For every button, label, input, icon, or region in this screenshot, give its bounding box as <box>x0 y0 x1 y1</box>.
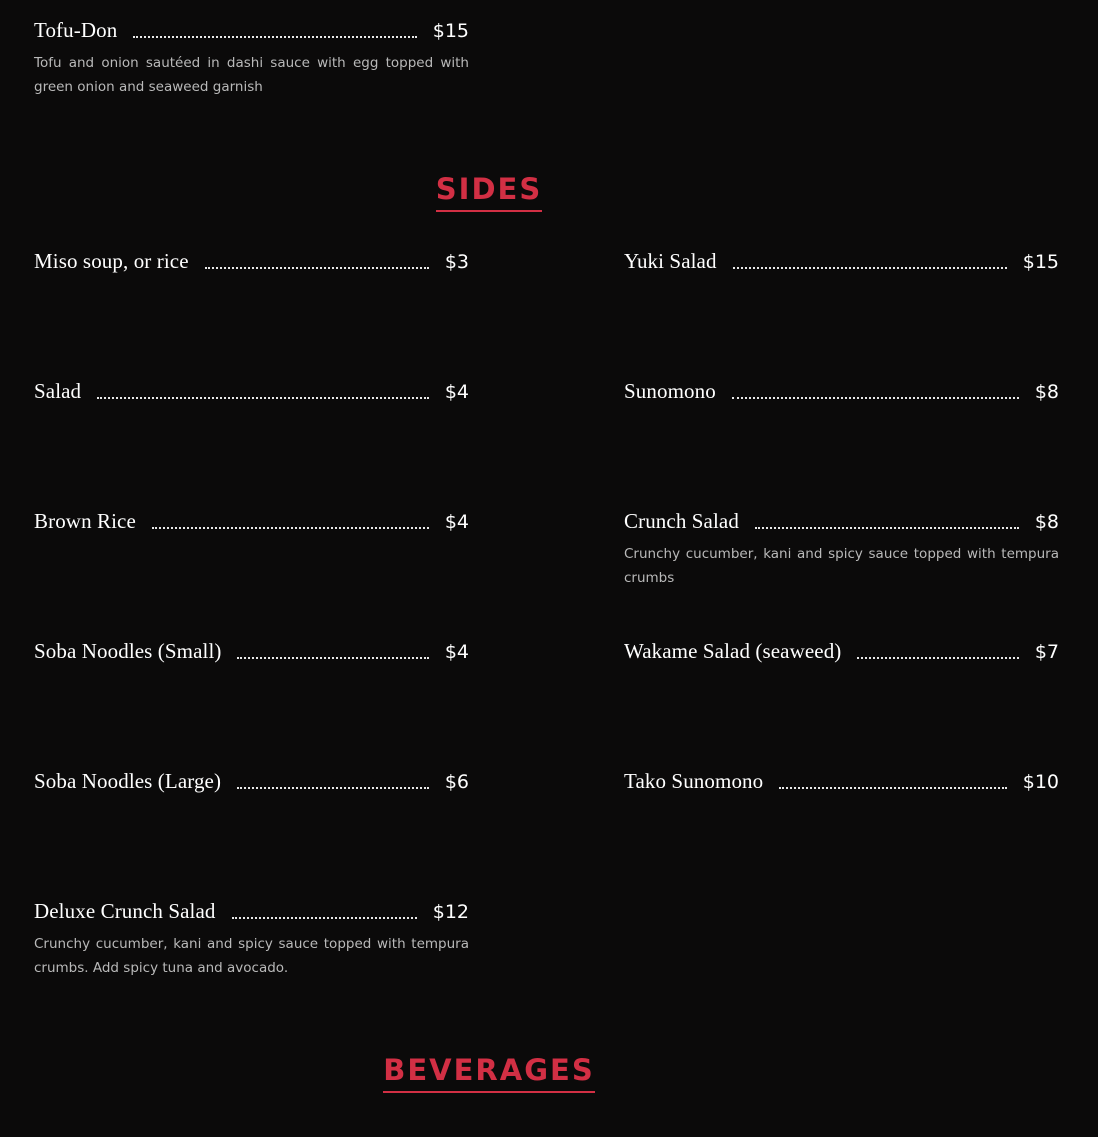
menu-item-price: $12 <box>432 901 469 923</box>
menu-item-row <box>34 899 469 927</box>
menu-item-name: Deluxe Crunch Salad <box>34 899 216 923</box>
menu-item-row <box>34 379 469 407</box>
menu-item-name: Tofu-Don <box>34 18 118 42</box>
dotted-leader <box>857 657 1018 659</box>
menu-item-row <box>624 249 1059 277</box>
dotted-leader <box>205 267 429 269</box>
menu-item-name: Crunch Salad <box>624 509 739 533</box>
menu-item-soba-large <box>34 769 469 797</box>
menu-item-price: $15 <box>432 20 469 42</box>
menu-item-price: $4 <box>444 381 469 403</box>
menu-item-row <box>624 769 1059 797</box>
dotted-leader <box>152 527 429 529</box>
menu-item-deluxe-crunch-salad <box>34 899 469 980</box>
menu-item-name: Soba Noodles (Small) <box>34 639 222 663</box>
menu-item-description: Crunchy cucumber, kani and spicy sauce topped with tempura crumbs. Add spicy tuna and avocado. <box>34 936 469 976</box>
menu-item-crunch-salad <box>624 509 1059 590</box>
dotted-leader <box>733 267 1007 269</box>
dotted-leader <box>232 917 417 919</box>
menu-item-price: $7 <box>1034 641 1059 663</box>
menu-item-price: $10 <box>1022 771 1059 793</box>
menu-item-name: Miso soup, or rice <box>34 249 189 273</box>
menu-item-price: $6 <box>444 771 469 793</box>
dotted-leader <box>732 397 1019 399</box>
menu-item-wakame-salad <box>624 639 1059 667</box>
dotted-leader <box>755 527 1019 529</box>
menu-item-name: Brown Rice <box>34 509 136 533</box>
menu-item-salad <box>34 379 469 407</box>
menu-item-price: $4 <box>444 641 469 663</box>
dotted-leader <box>779 787 1006 789</box>
menu-item-price: $15 <box>1022 251 1059 273</box>
menu-item-price: $3 <box>444 251 469 273</box>
section-title: SIDES <box>436 172 542 212</box>
menu-item-row <box>624 639 1059 667</box>
dotted-leader <box>237 787 429 789</box>
menu-item-description: Crunchy cucumber, kani and spicy sauce topped with tempura crumbs <box>624 546 1059 586</box>
menu-item-tofu-don <box>34 18 469 99</box>
menu-item-description: Tofu and onion sautéed in dashi sauce with egg topped with green onion and seaweed garnish <box>34 55 469 95</box>
menu-item-name: Tako Sunomono <box>624 769 764 793</box>
menu-item-row <box>34 18 469 46</box>
menu-item-row <box>624 509 1059 537</box>
section-heading-beverages <box>0 1053 978 1093</box>
menu-item-name: Sunomono <box>624 379 716 403</box>
menu-item-row <box>34 509 469 537</box>
menu-item-name: Salad <box>34 379 82 403</box>
menu-item-row <box>34 639 469 667</box>
dotted-leader <box>237 657 428 659</box>
menu-item-tako-sunomono <box>624 769 1059 797</box>
menu-item-name: Soba Noodles (Large) <box>34 769 222 793</box>
menu-item-row <box>34 769 469 797</box>
section-title: BEVERAGES <box>383 1053 594 1093</box>
menu-item-brown-rice <box>34 509 469 537</box>
menu-item-name: Yuki Salad <box>624 249 717 273</box>
dotted-leader <box>133 36 416 38</box>
menu-item-sunomono <box>624 379 1059 407</box>
menu-item-price: $8 <box>1034 511 1059 533</box>
menu-item-yuki-salad <box>624 249 1059 277</box>
menu-item-miso-soup <box>34 249 469 277</box>
menu-item-name: Wakame Salad (seaweed) <box>624 639 842 663</box>
menu-item-row <box>34 249 469 277</box>
menu-item-price: $4 <box>444 511 469 533</box>
menu-item-soba-small <box>34 639 469 667</box>
menu-item-price: $8 <box>1034 381 1059 403</box>
section-heading-sides <box>0 172 978 212</box>
menu-item-row <box>624 379 1059 407</box>
dotted-leader <box>97 397 429 399</box>
